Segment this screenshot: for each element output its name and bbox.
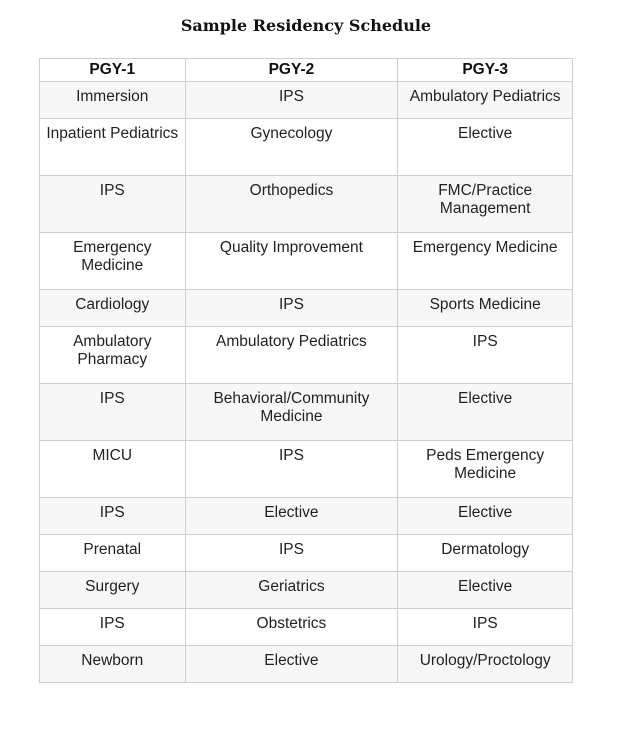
table-cell: Emergency Medicine — [398, 233, 572, 289]
table-cell: Urology/Proctology — [398, 646, 572, 682]
table-cell: Immersion — [40, 82, 185, 118]
table-cell: Emergency Medicine — [40, 233, 185, 289]
table-row — [40, 609, 572, 645]
table-cell: IPS — [398, 609, 572, 645]
column-header-pgy-2: PGY-2 — [186, 59, 398, 81]
table-cell: Elective — [398, 384, 572, 440]
table-row — [40, 384, 572, 440]
table-cell: Elective — [398, 572, 572, 608]
table-cell: Surgery — [40, 572, 185, 608]
table-row — [40, 498, 572, 534]
table-cell: IPS — [40, 176, 185, 232]
table-row — [40, 176, 572, 232]
table-cell: Inpatient Pediatrics — [40, 119, 185, 175]
residency-schedule-table — [39, 58, 573, 683]
table-row — [40, 82, 572, 118]
table-cell: IPS — [40, 384, 185, 440]
table-cell: Gynecology — [186, 119, 398, 175]
table-cell: IPS — [186, 535, 398, 571]
table-cell: Behavioral/Community Medicine — [186, 384, 398, 440]
table-row — [40, 646, 572, 682]
table-cell: Sports Medicine — [398, 290, 572, 326]
table-cell: Elective — [398, 119, 572, 175]
table-row — [40, 441, 572, 497]
table-header-row — [40, 59, 572, 81]
table-cell: Orthopedics — [186, 176, 398, 232]
table-cell: IPS — [40, 498, 185, 534]
table-cell: Cardiology — [40, 290, 185, 326]
page-title: Sample Residency Schedule — [180, 16, 432, 35]
table-cell: Ambulatory Pediatrics — [186, 327, 398, 383]
table-cell: Newborn — [40, 646, 185, 682]
table-cell: Ambulatory Pharmacy — [40, 327, 185, 383]
table-cell: FMC/Practice Management — [398, 176, 572, 232]
table-cell: Peds Emergency Medicine — [398, 441, 572, 497]
table-cell: Prenatal — [40, 535, 185, 571]
table-cell: Quality Improvement — [186, 233, 398, 289]
table-cell: Geriatrics — [186, 572, 398, 608]
table-cell: Obstetrics — [186, 609, 398, 645]
column-header-pgy-1: PGY-1 — [40, 59, 185, 81]
table-cell: Elective — [186, 646, 398, 682]
table-cell: Ambulatory Pediatrics — [398, 82, 572, 118]
table-cell: IPS — [40, 609, 185, 645]
table-row — [40, 572, 572, 608]
table-cell: Elective — [398, 498, 572, 534]
table-cell: IPS — [398, 327, 572, 383]
table-row — [40, 233, 572, 289]
table-row — [40, 535, 572, 571]
table-cell: IPS — [186, 441, 398, 497]
table-row — [40, 327, 572, 383]
column-header-pgy-3: PGY-3 — [398, 59, 572, 81]
table-cell: IPS — [186, 82, 398, 118]
table-cell: IPS — [186, 290, 398, 326]
table-row — [40, 290, 572, 326]
table-cell: MICU — [40, 441, 185, 497]
table-cell: Elective — [186, 498, 398, 534]
table-cell: Dermatology — [398, 535, 572, 571]
table-row — [40, 119, 572, 175]
